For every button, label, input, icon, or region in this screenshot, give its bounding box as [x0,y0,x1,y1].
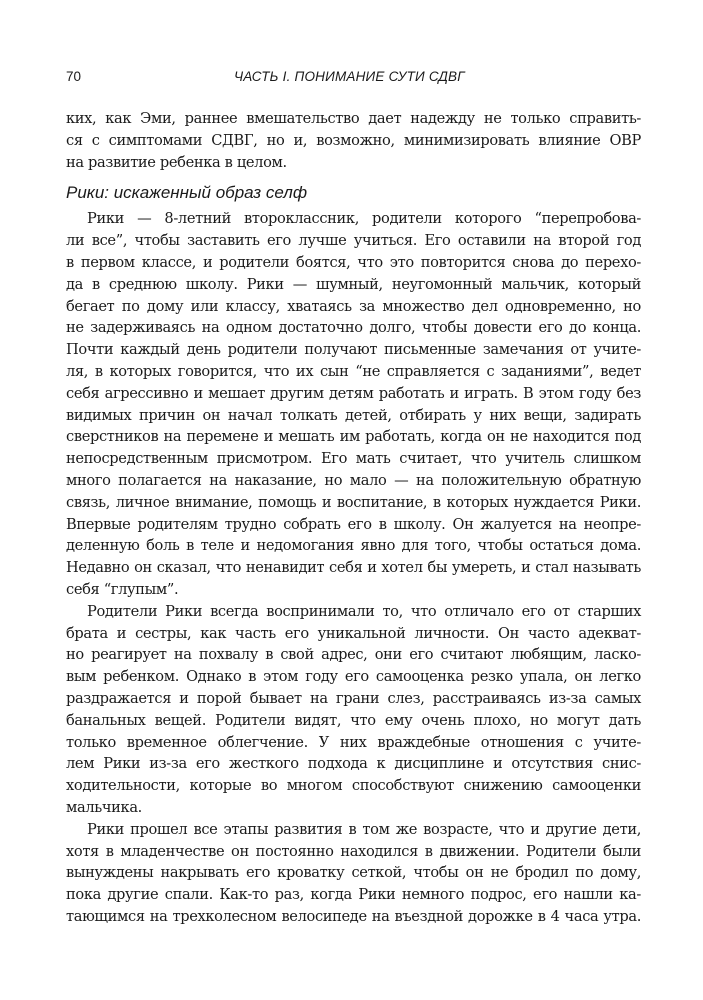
text-line: на развитие ребенка в целом. [66,153,287,171]
text-line: Родители Рики всегда воспринимали то, что отличало его от старших [87,602,641,620]
page-number: 70 [66,69,82,84]
text-line: да в среднюю школу. Рики — шумный, неугомонный мальчик, который [66,275,641,293]
text-line: ли все”, чтобы заставить его лучше учиться. Его оставили на второй год [66,232,641,250]
text-line: непосредственным присмотром. Его мать считает, что учитель слишком [66,450,641,468]
text-line: себя агрессивно и мешает другим детям работать и играть. В этом году без [66,384,641,402]
text-line: связь, личное внимание, помощь и воспитание, в которых нуждается Рики. [66,493,641,511]
text-line: тающимся на трехколесном велосипеде на въездной дорожке в 4 часа утра. [66,907,641,925]
text-line: мальчика. [66,798,142,816]
page-header [66,69,641,89]
text-line: видимых причин он начал толкать детей, отбирать у них вещи, задирать [66,406,641,424]
text-line: вым ребенком. Однако в этом году его самооценка резко упала, он легко [66,668,641,686]
text-line: вынуждены накрывать его кроватку сеткой, чтобы он не бродил по дому, [66,864,641,882]
paragraph-2 [66,601,641,819]
text-line: раздражается и порой бывает на грани слез, расстраиваясь из-за самых [66,689,641,707]
intro-paragraph [66,108,641,173]
text-line: Почти каждый день родители получают письменные замечания от учите- [66,341,641,359]
text-line: много полагается на наказание, но мало — на положительную обратную [66,471,641,489]
text-line: себя “глупым”. [66,580,179,598]
text-line: Недавно он сказал, что ненавидит себя и хотел бы умереть, и стал называть [66,559,641,577]
text-line: бегает по дому или классу, хватаясь за множество дел одновременно, но [66,297,641,315]
text-line: лем Рики из-за его жесткого подхода к дисциплине и отсутствия снис- [66,755,641,773]
text-line: не задерживаясь на одном достаточно долго, чтобы довести его до конца. [66,319,641,337]
paragraph-1 [66,208,641,600]
text-line: пока другие спали. Как-то раз, когда Рики немного подрос, его нашли ка- [66,886,641,904]
paragraph-3 [66,819,641,928]
text-line: ходительности, которые во многом способствуют снижению самооценки [66,777,641,795]
text-line: ля, в которых говорится, что их сын “не справляется с заданиями”, ведет [66,362,641,380]
page-body [66,108,641,928]
text-line: Рики — 8-летний второклассник, родители которого “перепробова- [87,210,641,228]
text-line: банальных вещей. Родители видят, что ему очень плохо, но могут дать [66,711,641,729]
text-line: брата и сестры, как часть его уникальной личности. Он часто адекват- [66,624,641,642]
text-line: в первом классе, и родители боятся, что это повторится снова до перехо- [66,253,641,271]
text-line: Рики прошел все этапы развития в том же возрасте, что и другие дети, [87,820,641,838]
text-line: Впервые родителям трудно собрать его в школу. Он жалуется на неопре- [66,515,641,533]
section-heading: Рики: искаженный образ селф [66,183,308,203]
text-line: ся с симптомами СДВГ, но и, возможно, минимизировать влияние ОВР [66,131,641,149]
text-line: деленную боль в теле и недомогания явно для того, чтобы остаться дома. [66,537,641,555]
text-line: сверстников на перемене и мешать им работать, когда он не находится под [66,428,641,446]
text-line: хотя в младенчестве он постоянно находился в движении. Родители были [66,842,641,860]
text-line: только временное облегчение. У них враждебные отношения с учите- [66,733,641,751]
text-line: ких, как Эми, раннее вмешательство дает надежду не только справить- [66,110,641,127]
running-head: ЧАСТЬ I. ПОНИМАНИЕ СУТИ СДВГ [234,69,465,84]
text-line: но реагирует на похвалу в свой адрес, они его считают любящим, ласко- [66,646,641,664]
